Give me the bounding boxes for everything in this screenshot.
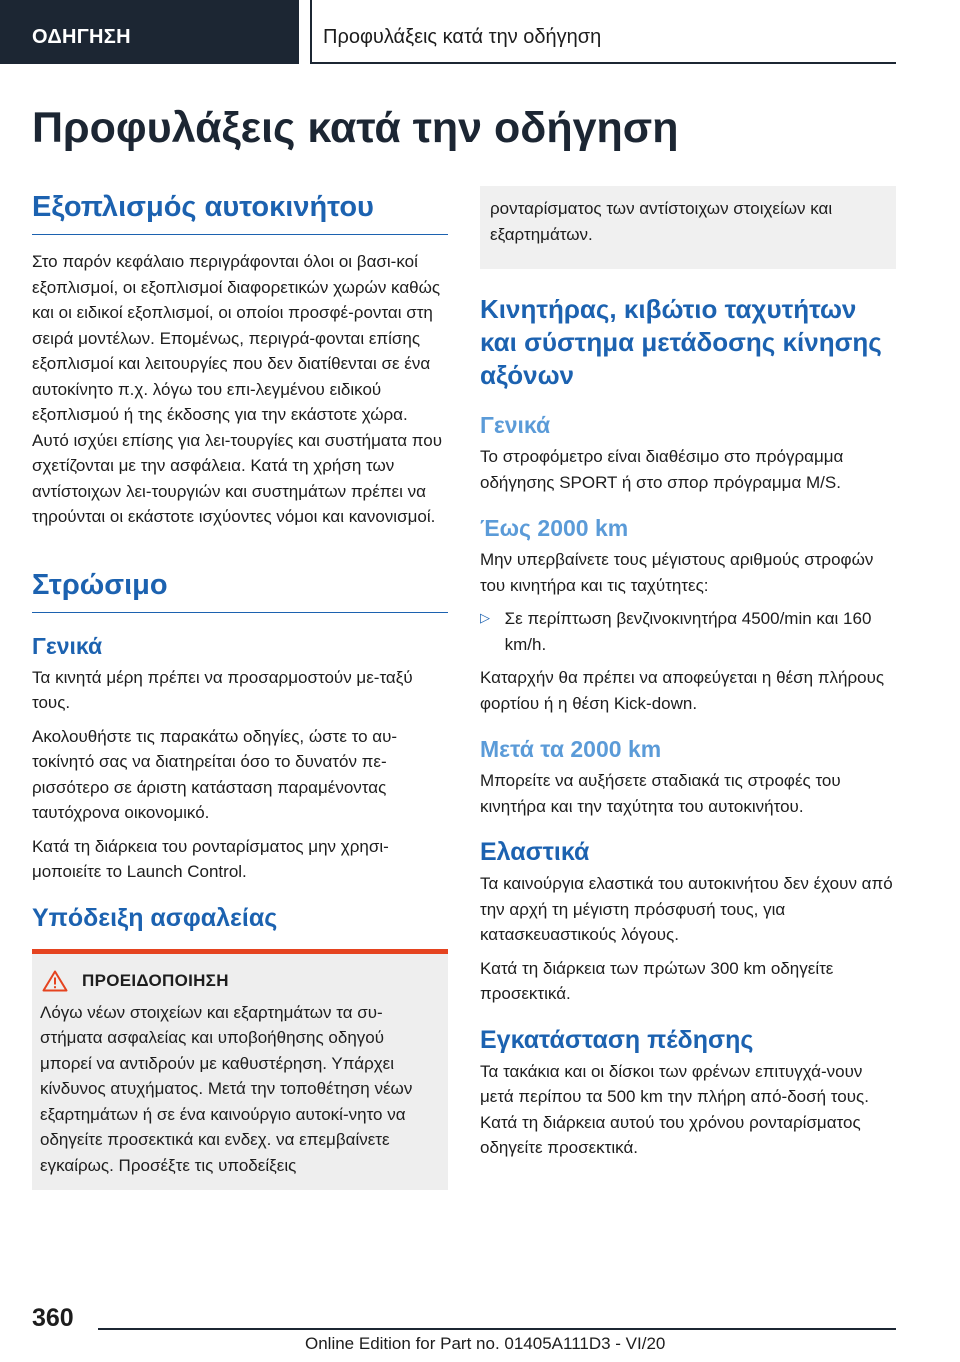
tyres-section	[480, 837, 896, 1007]
runin-paragraph-2: Ακολουθήστε τις παρακάτω οδηγίες, ώστε το αυ-τοκίνητό σας να διατηρείται όσο το δυνατόν πε-ρισσότερο σε άριστη κατάσταση παραμένοντας ταυτόχρονα οικονομικό.	[32, 726, 398, 822]
upto-2000-heading: Έως 2000 km	[480, 515, 629, 541]
equipment-text: Στο παρόν κεφάλαιο περιγράφονται όλοι οι βασι-κοί εξοπλισμοί, οι εξοπλισμοί διαφορετικών χωρών καθώς και οι ειδικοί εξοπλισμοί, οι οποίοι προσφέ-ρονται στη σειρά μοντέλων. Επομένως, περιγρά-φονται επίσης εξοπλισμοί και λειτουργίες που δεν διατίθενται σε ένα αυτοκίνητο π.χ. λόγω του επι-λεγμένου ειδικού εξοπλισμού ή της έκδοσης για την εκάστοτε χώρα. Αυτό ισχύει επίσης για λει-τουργίες και συστήματα που σχετίζονται με την ασφάλεια. Κατά τη χρήση των αντίστοιχων λει-τουργιών και συστημάτων πρέπει να τηρούνται οι εκάστοτε ισχύοντες νόμοι και κανονισμοί.	[32, 252, 443, 526]
left-column	[32, 188, 448, 1190]
runin-heading: Στρώσιμο	[32, 566, 448, 613]
engine-section	[480, 293, 896, 819]
footer-rule	[98, 1328, 896, 1330]
runin-section	[32, 566, 448, 885]
triangle-bullet-icon: ▷	[480, 610, 490, 625]
header-section-tab: ΟΔΗΓΗΣΗ	[0, 0, 299, 64]
equipment-section	[32, 188, 448, 530]
page-title: Προφυλάξεις κατά την οδήγηση	[32, 104, 679, 152]
warning-title: ΠΡΟΕΙΔΟΠΟΙΗΣΗ	[82, 970, 229, 990]
header-underline	[310, 62, 896, 64]
warning-triangle-icon	[42, 970, 68, 992]
after-2000-heading: Μετά τα 2000 km	[480, 736, 662, 762]
header-chapter-title: Προφυλάξεις κατά την οδήγηση	[323, 26, 602, 48]
upto-2000-text: Μην υπερβαίνετε τους μέγιστους αριθμούς στροφών του κινητήρα και τις ταχύτητες:	[480, 550, 874, 595]
runin-paragraph-3: Κατά τη διάρκεια του ρονταρίσματος μην χρησι-μοποιείτε το Launch Control.	[32, 836, 389, 881]
brakes-heading: Εγκατάσταση πέδησης	[480, 1025, 754, 1054]
tyres-heading: Ελαστικά	[480, 838, 590, 866]
safety-section	[32, 903, 448, 1191]
equipment-heading: Εξοπλισμός αυτοκινήτου	[32, 188, 448, 235]
warning-text: Λόγω νέων στοιχείων και εξαρτημάτων τα συ-στήματα ασφαλείας και υποβοήθησης οδηγού μπορεί να αντιδρούν με καθυστέρηση. Υπάρχει κίνδυνος ατυχήματος. Μετά την τοποθέτηση νέων εξαρτημάτων ή σε ένα καινούργιο αυτοκί-νητο να οδηγείτε προσεκτικά και ενδεχ. να επεμβαίνετε εγκαίρως. Προσέξτε τις υποδείξεις	[40, 1002, 413, 1175]
brakes-section	[480, 1025, 896, 1161]
header-divider	[310, 0, 312, 64]
upto-2000-text-2: Καταρχήν θα πρέπει να αποφεύγεται η θέση πλήρους φορτίου ή η θέση Kick-down.	[480, 668, 885, 713]
brakes-paragraph-1: Τα τακάκια και οι δίσκοι των φρένων επιτυγχά-νουν μετά περίπου τα 500 km την πλήρη από-δοσή τους. Κατά τη διάρκεια αυτού του χρόνου ρονταρίσματος οδηγείτε προσεκτικά.	[480, 1061, 869, 1157]
engine-general-text: Το στροφόμετρο είναι διαθέσιμο στο πρόγραμμα οδήγησης SPORT ή στο σπορ πρόγραμμα M/S.	[480, 447, 844, 492]
tyres-paragraph-1: Τα καινούργια ελαστικά του αυτοκινήτου δεν έχουν από την αρχή τη μέγιστη πρόσφυσή τους, για κατασκευαστικούς λόγους.	[480, 874, 893, 944]
right-column	[480, 186, 896, 1169]
list-item-text: Σε περίπτωση βενζινοκινητήρα 4500/min και 160 km/h.	[504, 609, 872, 654]
engine-heading: Κινητήρας, κιβώτιο ταχυτήτων και σύστημα μετάδοσης κίνησης αξόνων	[480, 294, 882, 390]
after-2000-text: Μπορείτε να αυξήσετε σταδιακά τις στροφές του κινητήρα και την ταχύτητα του αυτοκινήτου.	[480, 771, 841, 816]
safety-heading: Υπόδειξη ασφαλείας	[32, 903, 278, 932]
runin-paragraph-1: Τα κινητά μέρη πρέπει να προσαρμοστούν με-ταξύ τους.	[32, 667, 413, 712]
list-item	[480, 606, 896, 657]
page-number: 360	[32, 1304, 74, 1332]
tyres-paragraph-2: Κατά τη διάρκεια των πρώτων 300 km οδηγείτε προσεκτικά.	[480, 958, 834, 1003]
warning-box	[32, 954, 448, 1191]
engine-general-heading: Γενικά	[480, 412, 551, 438]
runin-general-heading: Γενικά	[32, 632, 103, 659]
warning-title-row	[42, 970, 440, 992]
warning-continuation-text: ρονταρίσματος των αντίστοιχων στοιχείων και εξαρτημάτων.	[490, 199, 833, 244]
warning-continuation-box	[480, 186, 896, 269]
footer-edition: Online Edition for Part no. 01405A111D3 - VI/20	[305, 1334, 666, 1353]
